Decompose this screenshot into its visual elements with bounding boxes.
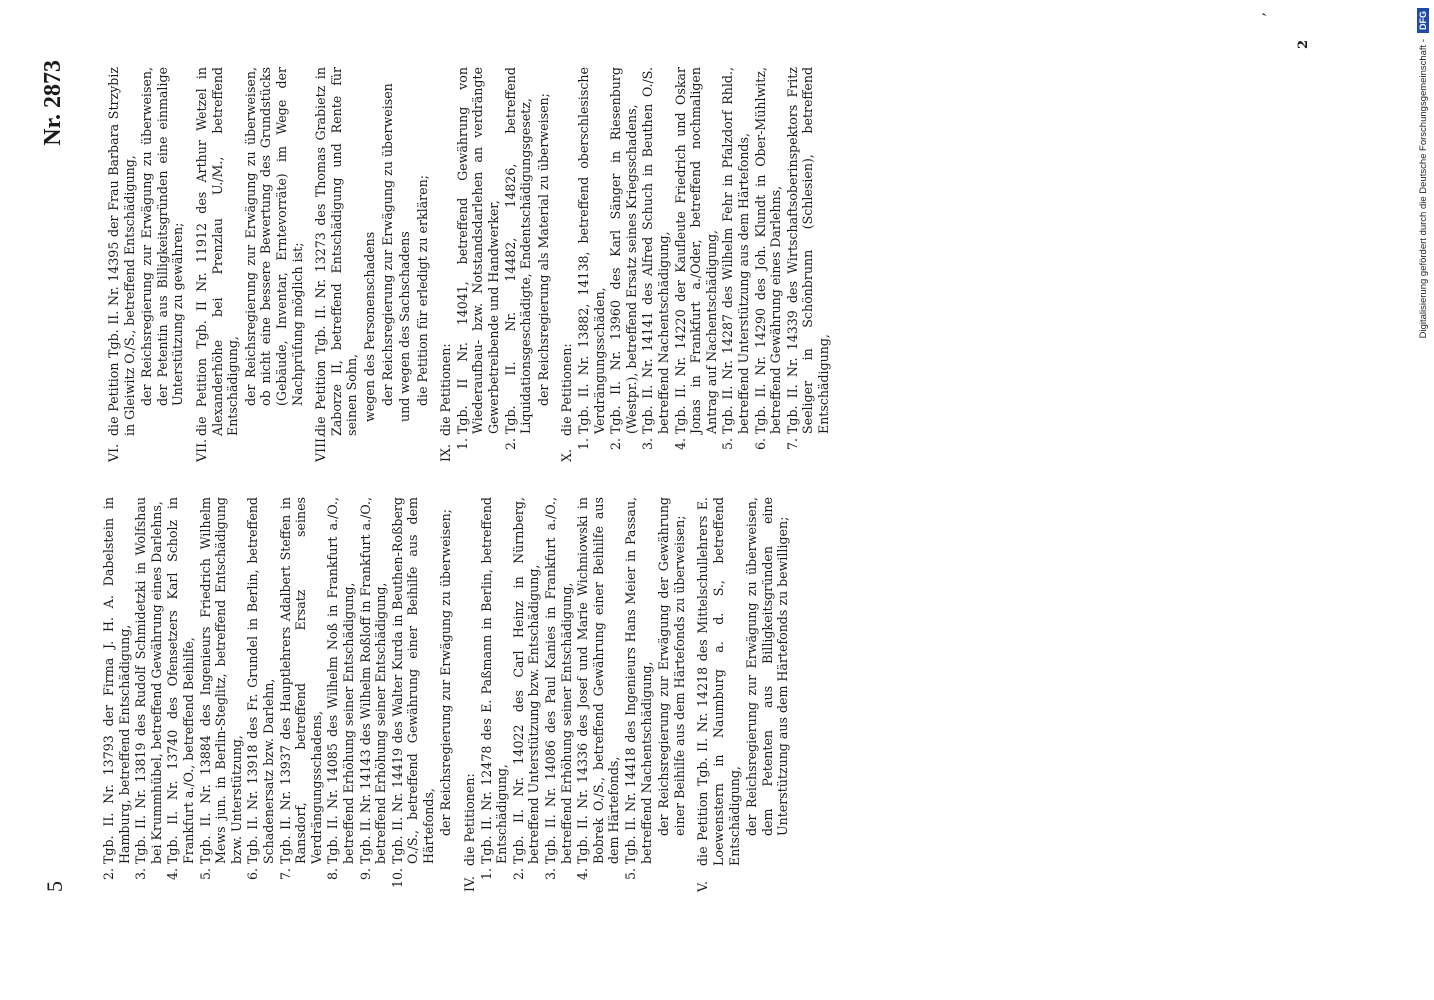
list-item: 9. Tgb. II. Nr. 14143 des Wilhelm Roßloff in Frankfurt a./O., betreffend Erhöhung seiner Entschädigung, (357, 497, 389, 881)
list-item: 4. Tgb. II. Nr. 13740 des Ofensetzers Karl Scholz in Frankfurt a./O., betreffend Beihilfe, (165, 497, 196, 881)
resolution-text: der Reichsregierung als Material zu überweisen; (535, 93, 551, 406)
resolution-text: und wegen des Sachschadens (397, 231, 413, 422)
list-item: 4. Tgb. II. Nr. 14220 der Kaufleute Friedrich und Oskar Jonas in Frankfurt a./Oder, betreffend nochmaligen Antrag auf Nachentschädigung, (672, 67, 719, 451)
section-x-heading: X. die Petitionen: (559, 343, 575, 462)
list-item: 2. Tgb. II. Nr. 13793 der Firma J. H. A. Dabelstein in Hamburg, betreffend Entschädigung, (101, 497, 132, 881)
list-item: 10. Tgb. II. Nr. 14419 des Walter Kurda in Beuthen-Roßberg O./S., betreffend Gewährung einer Beihilfe aus dem Härtefonds, (389, 497, 436, 888)
resolution-text: der Reichsregierung zur Erwägung zu überweisen (379, 83, 395, 406)
document-number: Nr. 2873 (40, 60, 66, 146)
resolution-text: der Reichsregierung zur Erwägung zu überweisen; (438, 509, 454, 836)
left-column (100, 497, 793, 892)
list-item: 6. Tgb. II. Nr. 13918 des Fr. Grundel in Berlin, betreffend Schadenersatz bzw. Darlehn, (245, 497, 276, 881)
page-header (40, 0, 80, 1000)
resolution-text: wegen des Personenschadens (361, 231, 377, 422)
resolution-text: die Petition für erledigt zu erklären; (414, 175, 430, 406)
list-item: 4. Tgb. II. Nr. 14336 des Josef und Marie Wichniowski in Bobrek O./S., betreffend Gewährung einer Beihilfe aus dem Härtefonds, (575, 497, 622, 881)
resolution-text: der Reichsregierung zur Erwägung zu überweisen, dem Petenten aus Billigkeitsgründen eine Unterstützung aus dem Härtefonds zu bewilligen; (744, 497, 791, 836)
list-item: 5. Tgb. II. Nr. 13884 des Ingenieurs Friedrich Wilhelm Mews jun. in Berlin-Steglitz, betreffend Entschädigung bzw. Unterstützung, (197, 497, 244, 881)
digitization-text: Digitalisierung gefördert durch die Deutsche Forschungsgemeinschaft - (1417, 39, 1429, 339)
resolution-text: der Reichsregierung zur Erwägung zu überweisen, der Petentin aus Billigkeitsgründen eine einmalige Unterstützung zu gewähren; (139, 67, 186, 406)
list-item: 2. Tgb. II. Nr. 14482, 14826, betreffend Liquidationsgeschädigte, Endentschädigungsgesetz, (502, 67, 534, 451)
page-number: 5 (42, 881, 67, 892)
list-item: 1. Tgb. II. Nr. 12478 des E. Paßmann in Berlin, betreffend Entschädigung, (478, 497, 510, 881)
digitization-note (1412, 8, 1434, 992)
list-item: 5. Tgb. II. Nr. 14287 des Wilhelm Fehr in Pfalzdorf Rhld., betreffend Unterstützung aus dem Härtefonds, (720, 67, 751, 451)
section-vii: VII. die Petition Tgb. II Nr. 11912 des Arthur Wetzel in Alexanderhöhe bei Prenzlau U./M., betreffend Entschädigung, (193, 67, 241, 462)
section-viii: VIII. die Petition Tgb. II. Nr. 13273 des Thomas Grabietz in Zaborze II, betreffend Entschädigung und Rente für seinen Sohn, (313, 67, 360, 462)
dfg-logo: DFG (1417, 8, 1429, 33)
list-item: 1. Tgb. II Nr. 14041, betreffend Gewährung von Wiederaufbau- bzw. Notstandsdarlehen an verdrängte Gewerbetreibende und Handwerker, (454, 67, 502, 451)
section-vi: VI. die Petition Tgb. II. Nr. 14395 der Frau Barbara Strzybiz in Gleiwitz O./S., betreffend Entschädigung, (106, 67, 137, 462)
list-item: 3. Tgb. II. Nr. 14141 des Alfred Schuch in Beuthen O./S. betreffend Nachentschädigung, (640, 67, 671, 451)
list-item: 6. Tgb. II. Nr. 14290 des Joh. Klundt in Ober-Mühlwitz, betreffend Gewährung eines Darlehns, (752, 67, 784, 451)
section-iv-heading: IV. die Petitionen: (462, 773, 478, 892)
list-item: 8. Tgb. II. Nr. 14085 des Wilhelm Noß in Frankfurt a./O., betreffend Erhöhung seiner Entschädigung, (325, 497, 356, 881)
list-item: 3. Tgb. II. Nr. 14086 des Paul Kanies in Frankfurt a./O., betreffend Erhöhung seiner Entschädigung, (543, 497, 574, 881)
list-item: 7. Tgb. II. Nr. 13937 des Hauptlehrers Adalbert Steffen in Ransdorf, betreffend Ersatz seines Verdrängungsschadens, (277, 497, 324, 881)
right-column (100, 67, 833, 462)
signature-mark: 2 (1296, 40, 1311, 50)
resolution-text: der Reichsregierung zur Erwägung zu überweisen, ob nicht eine bessere Bewertung des Grundstücks (Gebäude, Inventar, Erntevorräte) im Wege der Nachprüfung möglich ist; (242, 67, 305, 406)
list-item: 7. Tgb. II. Nr. 14339 des Wirtschaftsoberinspektors Fritz Seeliger in Schönbrunn (Schlesien), betreffend Entschädigung, (784, 67, 831, 451)
list-item: 2. Tgb. II. Nr. 14022 des Carl Heinz in Nürnberg, betreffend Unterstützung bzw. Entschädigung, (510, 497, 542, 881)
list-item: 1. Tgb. II. Nr. 13882, 14138, betreffend oberschlesische Verdrängungsschäden, (576, 67, 607, 451)
section-ix-heading: IX. die Petitionen: (438, 343, 454, 462)
list-item: 2. Tgb. II. Nr. 13960 des Karl Sänger in Riesenburg (Westpr.), betreffend Ersatz seines Kriegsschadens, (608, 67, 639, 451)
resolution-text: der Reichsregierung zur Erwägung der Gewährung einer Beihilfe aus dem Härtefonds zu überweisen; (656, 497, 687, 836)
list-item: 5. Tgb. II. Nr. 14418 des Ingenieurs Hans Meier in Passau, betreffend Nachentschädigung, (623, 497, 654, 881)
list-item: 3. Tgb. II. Nr. 13819 des Rudolf Schmidetzki in Wolfshau bei Krummhübel, betreffend Gewährung eines Darlehns, (133, 497, 164, 881)
section-v: V. die Petition Tgb. II. Nr. 14218 des Mittelschullehrers E. Loewenstern in Naumburg a. d. S., betreffend Entschädigung, (695, 497, 742, 892)
corner-mark: , (1252, 12, 1268, 17)
